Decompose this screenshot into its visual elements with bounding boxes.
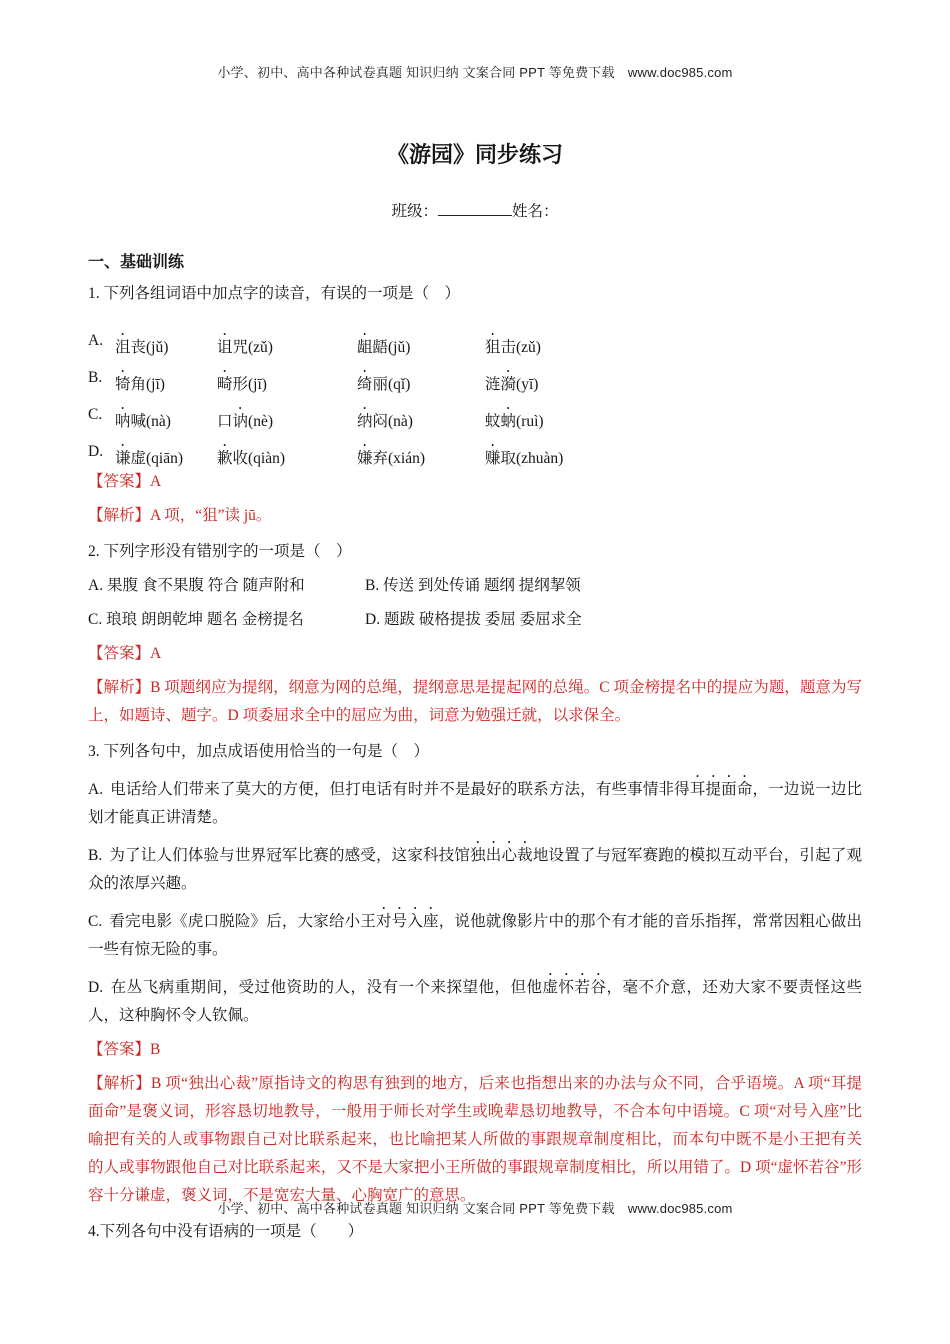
emphasis-dot-idiom: 耳提面命: [689, 781, 753, 798]
site-footer-text: 小学、初中、高中各种试卷真题 知识归纳 文案合同 PPT 等免费下载 www.doc985.com: [217, 1201, 733, 1216]
emphasis-dot-char: 嫌: [357, 450, 373, 467]
q1-row-a: [88, 314, 862, 356]
emphasis-dot-char: 诅: [217, 339, 233, 356]
emphasis-dot-idiom: 虚怀若谷: [542, 979, 607, 996]
q1-stem: 1. 下列各组词语中加点字的读音，有误的一项是（ ）: [88, 285, 461, 302]
emphasis-dot-char: 沮: [115, 339, 131, 356]
q1-answer: 【答案】A: [88, 473, 162, 490]
q3-option-d: D. 在丛飞病重期间，受过他资助的人，没有一个来探望他，但他虚怀若谷，毫不介意，还劝大家不要责怪这些人，这种胸怀令人钦佩。: [88, 979, 862, 1024]
q1-word: 蚊蚋(ruì): [485, 413, 544, 430]
q1-word: 龃龉(jǔ): [357, 339, 411, 356]
q1-word: 嫌弃(xián): [357, 450, 426, 467]
q3-analysis: 【解析】B 项“独出心裁”原指诗文的构思有独到的地方，后来也指想出来的办法与众不同，合乎语境。A 项“耳提面命”是褒义词，形容恳切地教导，一般用于师长对学生或晚辈恳切地教导，不合本句中语境。C 项“对号入座”比喻把有关的人或事物跟自己对比联系起来，也比喻把某人所做的事跟规章制度相比，而本句中既不是小王把有关的人或事物跟他自己对比联系起来，又不是大家把小王所做的事跟规章制度相比，所以用错了。D 项“虚怀若谷”形容十分谦虚，褒义词，不是宽宏大量、心胸宽广的意思。: [88, 1075, 862, 1204]
q3-option-c: C. 看完电影《虎口脱险》后，大家给小王对号入座，说他就像影片中的那个有才能的音乐指挥，常常因粗心做出一些有惊无险的事。: [88, 913, 862, 958]
q1-word: 呐喊(nà): [115, 413, 171, 430]
q2-option-d: D. 题跋 破格提拔 委屈 委屈求全: [365, 611, 582, 628]
q1-word: 赚取(zhuàn): [485, 450, 564, 467]
emphasis-dot-char: 歉: [217, 450, 233, 467]
q1-row-d-label: D.: [88, 443, 104, 460]
q2-options-line-1: [88, 572, 862, 600]
emphasis-dot-char: 犄: [115, 376, 131, 393]
q3-answer: 【答案】B: [88, 1041, 161, 1058]
emphasis-dot-char: 狙: [485, 339, 501, 356]
site-header: [88, 62, 862, 81]
emphasis-dot-char: 讷: [232, 413, 249, 430]
q2-answer: 【答案】A: [88, 645, 162, 662]
class-label: 班级：: [391, 203, 438, 220]
emphasis-dot-char: 畸: [217, 376, 233, 393]
q1-word: 狙击(zǔ): [485, 339, 541, 356]
emphasis-dot-char: 呐: [115, 413, 131, 430]
q2-option-a: A. 果腹 食不果腹 符合 随声附和: [88, 577, 305, 594]
site-footer: [0, 1198, 950, 1217]
q3-option-b: B. 为了让人们体验与世界冠军比赛的感受，这家科技馆独出心裁地设置了与冠军赛跑的模拟互动平台，引起了观众的浓厚兴趣。: [88, 847, 862, 892]
q2-option-b: B. 传送 到处传诵 题纲 提纲挈领: [365, 577, 581, 594]
emphasis-dot-char: 蚋: [500, 413, 517, 430]
q1-row-a-label: A.: [88, 332, 104, 349]
q3-stem: 3. 下列各句中，加点成语使用恰当的一句是（ ）: [88, 743, 430, 760]
q2-options-line-2: [88, 606, 862, 634]
site-header-text: 小学、初中、高中各种试卷真题 知识归纳 文案合同 PPT 等免费下载 www.doc985.com: [217, 65, 733, 80]
q1-word: 口讷(nè): [217, 413, 273, 430]
emphasis-dot-char: 赚: [485, 450, 501, 467]
q1-word: 诅咒(zǔ): [217, 339, 273, 356]
q2-option-c: C. 琅琅 朗朗乾坤 题名 金榜提名: [88, 611, 304, 628]
q1-analysis: 【解析】A 项，“狙”读 jū。: [88, 507, 272, 524]
q1-row-b-label: B.: [88, 369, 103, 386]
emphasis-dot-char: 龃: [357, 339, 373, 356]
emphasis-dot-idiom: 对号入座: [376, 913, 439, 930]
q1-word: 涟漪(yī): [485, 376, 539, 393]
q3-option-a: A. 电话给人们带来了莫大的方便，但打电话有时并不是最好的联系方法，有些事情非得耳提面命，一边说一边比划才能真正讲清楚。: [88, 781, 862, 826]
q1-word: 纳闷(nà): [357, 413, 413, 430]
emphasis-dot-char: 绮: [357, 376, 373, 393]
emphasis-dot-idiom: 独出心裁: [470, 847, 533, 864]
q1-word: 沮丧(jǔ): [115, 339, 169, 356]
q1-word: 犄角(jī): [115, 376, 165, 393]
emphasis-dot-char: 纳: [357, 413, 373, 430]
class-name-line: [88, 199, 862, 221]
emphasis-dot-char: 谦: [115, 450, 131, 467]
q1-row-c-label: C.: [88, 406, 103, 423]
q4-stem: 4.下列各句中没有语病的一项是（ ）: [88, 1223, 364, 1240]
page-title: 《游园》同步练习: [386, 142, 563, 167]
q1-word: 绮丽(qǐ): [357, 376, 411, 393]
name-label: 姓名：: [512, 203, 559, 220]
q2-analysis: 【解析】B 项题纲应为提纲，纲意为网的总绳，提纲意思是提起网的总绳。C 项金榜提名中的提应为题，题意为写上，如题诗、题字。D 项委屈求全中的屈应为曲，词意为勉强迁就，以求保全。: [88, 679, 862, 724]
emphasis-dot-char: 漪: [500, 376, 517, 393]
q1-word: 畸形(jī): [217, 376, 267, 393]
q1-word: 谦虚(qiān): [115, 450, 184, 467]
q1-word: 歉收(qiàn): [217, 450, 286, 467]
q2-stem: 2. 下列字形没有错别字的一项是（ ）: [88, 543, 352, 560]
section-title: 一、基础训练: [88, 254, 185, 271]
class-blank-field: [438, 200, 512, 217]
